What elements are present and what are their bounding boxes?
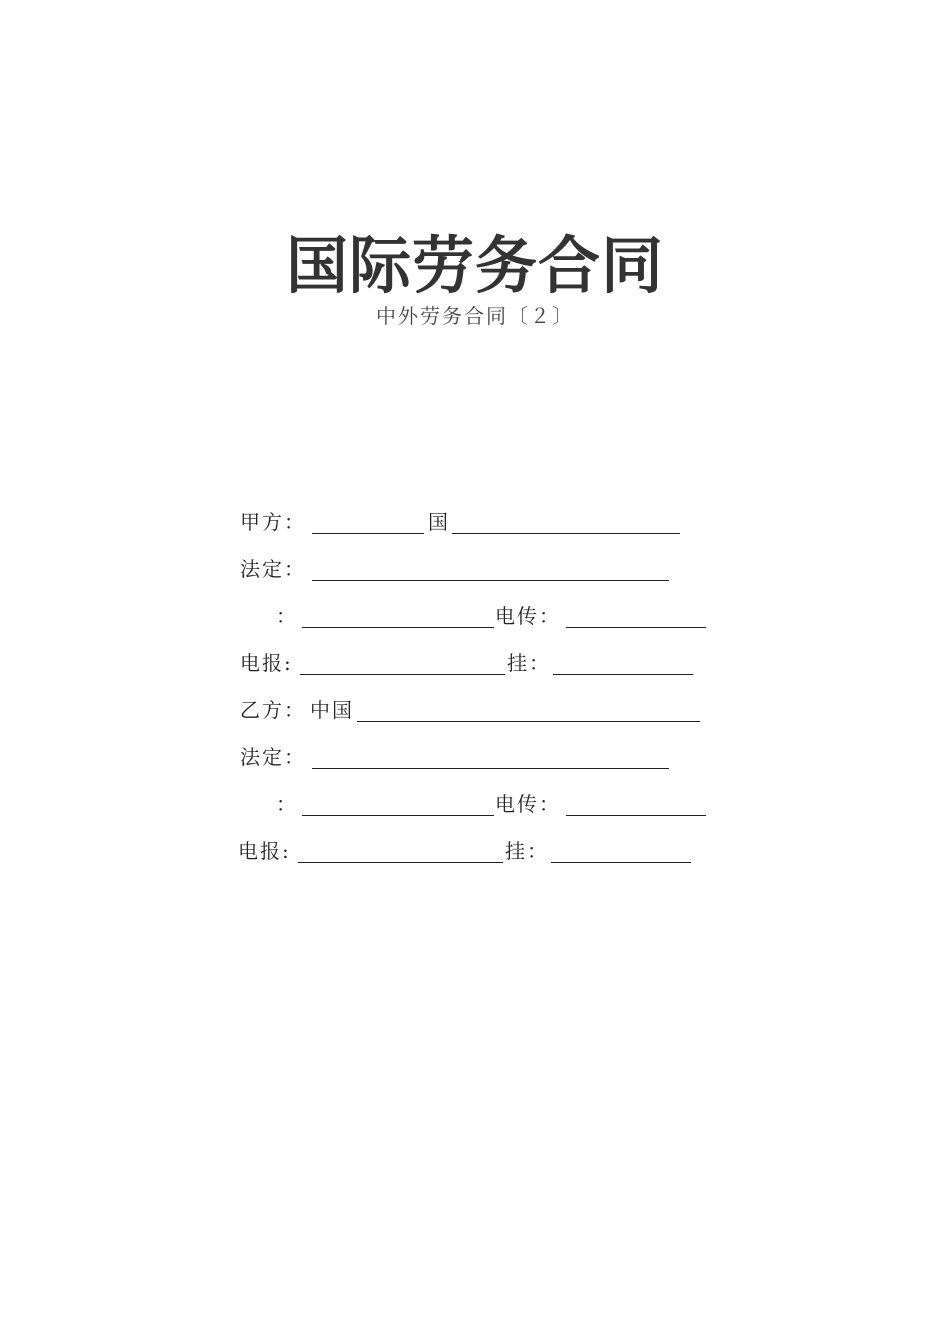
party-b-address-blank[interactable] — [302, 815, 494, 816]
party-a-row — [240, 506, 710, 538]
party-a-telegraph-row — [240, 647, 710, 679]
party-a-registered-label: 挂： — [507, 651, 551, 675]
party-b-contact-row — [240, 788, 710, 820]
party-a-label: 甲方： — [240, 510, 306, 534]
party-a-legal-blank[interactable] — [312, 580, 669, 581]
party-b-registered-blank[interactable] — [551, 862, 691, 863]
party-a-fax-blank[interactable] — [566, 627, 706, 628]
party-a-address-blank[interactable] — [302, 627, 494, 628]
party-b-legal-row — [240, 741, 710, 773]
party-a-country-suffix: 国 — [428, 510, 450, 534]
party-b-telegraph-row — [238, 835, 708, 867]
party-a-name-blank[interactable] — [452, 533, 680, 534]
party-a-legal-row — [240, 553, 710, 585]
party-b-colon-label: ： — [276, 792, 298, 816]
party-b-telegraph-blank[interactable] — [298, 862, 503, 863]
party-a-contact-row — [240, 600, 710, 632]
party-b-label: 乙方： — [240, 698, 306, 722]
contract-title: 国际劳务合同 — [285, 229, 664, 302]
party-b-fax-blank[interactable] — [566, 815, 706, 816]
party-b-legal-blank[interactable] — [312, 768, 669, 769]
party-a-country-blank[interactable] — [312, 533, 424, 534]
party-a-registered-blank[interactable] — [553, 674, 693, 675]
party-b-fax-label: 电传： — [495, 792, 561, 816]
party-a-telegraph-label: 电报: — [240, 651, 293, 675]
party-b-legal-label: 法定： — [240, 745, 306, 769]
party-b-row — [240, 694, 710, 726]
party-a-legal-label: 法定： — [240, 557, 306, 581]
party-a-telegraph-blank[interactable] — [300, 674, 505, 675]
party-b-registered-label: 挂： — [505, 839, 549, 863]
party-b-country-prefix: 中国 — [310, 698, 354, 722]
party-a-colon-label: ： — [276, 604, 298, 628]
party-b-telegraph-label: 电报: — [238, 839, 291, 863]
party-a-fax-label: 电传： — [495, 604, 561, 628]
contract-subtitle: 中外劳务合同〔２〕 — [376, 304, 574, 328]
party-b-name-blank[interactable] — [357, 721, 700, 722]
